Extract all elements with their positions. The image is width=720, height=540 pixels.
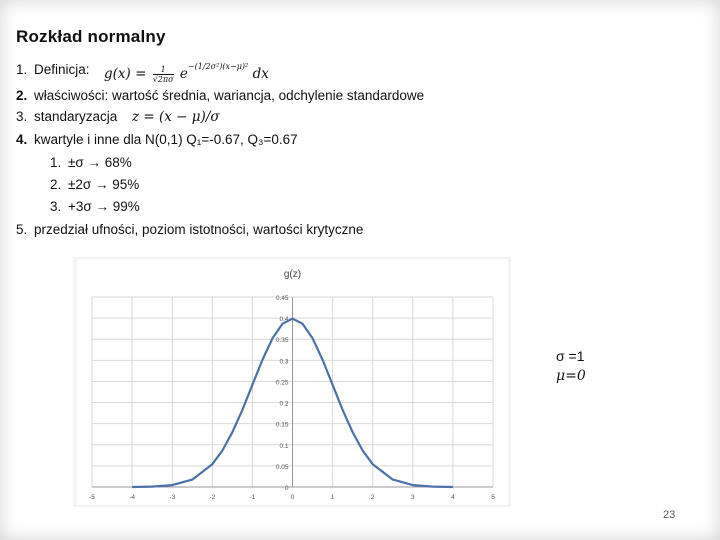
parameter-legend xyxy=(556,346,586,386)
x-tick-label: 2 xyxy=(370,494,375,501)
x-tick-label: 4 xyxy=(451,494,455,501)
y-tick-label: 0.1 xyxy=(279,442,289,450)
y-tick-label: 0 xyxy=(284,485,289,492)
formula-lhs: g(x) = xyxy=(104,66,147,82)
x-tick-label: -3 xyxy=(169,494,176,501)
formula-base: e xyxy=(179,66,188,82)
sub-item-text: +3σ → 99% xyxy=(68,199,140,214)
y-tick-label: 0.05 xyxy=(275,463,289,471)
x-tick-label: -5 xyxy=(89,494,95,501)
item-text: właściwości: wartość średnia, wariancja, odchylenie standardowe xyxy=(34,88,425,103)
item-number: 2. xyxy=(16,88,28,103)
sigma-label: σ =1 xyxy=(556,348,585,364)
y-tick-label: 0.15 xyxy=(275,421,289,429)
item-label: Definicja: xyxy=(34,62,90,77)
sub-item-number: 3. xyxy=(50,199,62,214)
y-tick-label: 0.45 xyxy=(275,295,289,302)
y-tick-label: 0.4 xyxy=(279,316,289,324)
x-tick-label: 1 xyxy=(330,494,335,501)
sub-item-number: 1. xyxy=(50,155,62,170)
formula-tail: dx xyxy=(252,66,269,82)
fraction-numerator: 1 xyxy=(153,65,174,75)
slide-title: Rozkład normalny xyxy=(16,27,166,46)
definition-formula xyxy=(104,62,269,84)
sub-item-text: ±2σ → 95% xyxy=(68,177,140,192)
chart-container xyxy=(77,259,508,505)
x-tick-label: -4 xyxy=(129,494,135,501)
mu-label: μ=0 xyxy=(556,368,586,384)
item-text: przedział ufności, poziom istotności, wartości krytyczne xyxy=(34,222,364,237)
x-tick-label: 0 xyxy=(290,494,295,501)
formula-exponent: −(1/2σ²)(x−μ)² xyxy=(187,62,249,71)
item-number: 1. xyxy=(16,62,28,77)
y-tick-label: 0.35 xyxy=(275,337,289,345)
y-tick-label: 0.3 xyxy=(279,358,289,366)
fraction-denominator: √2πσ xyxy=(152,75,174,84)
page-number: 23 xyxy=(663,509,676,521)
standardization-formula: z = (x − μ)/σ xyxy=(132,109,220,125)
chart-title: g(z) xyxy=(283,269,302,280)
sub-item-number: 2. xyxy=(50,177,62,192)
x-tick-label: 5 xyxy=(491,494,495,501)
formula-fraction xyxy=(153,65,174,84)
item-text: kwartyle i inne dla N(0,1) Q₁=-0.67, Q₃=0.67 xyxy=(34,132,298,147)
y-tick-label: 0.2 xyxy=(279,400,289,408)
normal-distribution-chart xyxy=(77,259,508,505)
item-text: standaryzacja xyxy=(34,109,118,124)
x-tick-label: -2 xyxy=(209,494,216,501)
x-tick-label: -1 xyxy=(249,494,256,501)
item-number: 4. xyxy=(16,132,28,147)
sub-item-text: ±σ → 68% xyxy=(68,155,132,170)
item-number: 5. xyxy=(16,222,28,237)
x-tick-label: 3 xyxy=(410,494,415,501)
item-number: 3. xyxy=(16,109,28,124)
y-tick-label: 0.25 xyxy=(275,379,289,387)
